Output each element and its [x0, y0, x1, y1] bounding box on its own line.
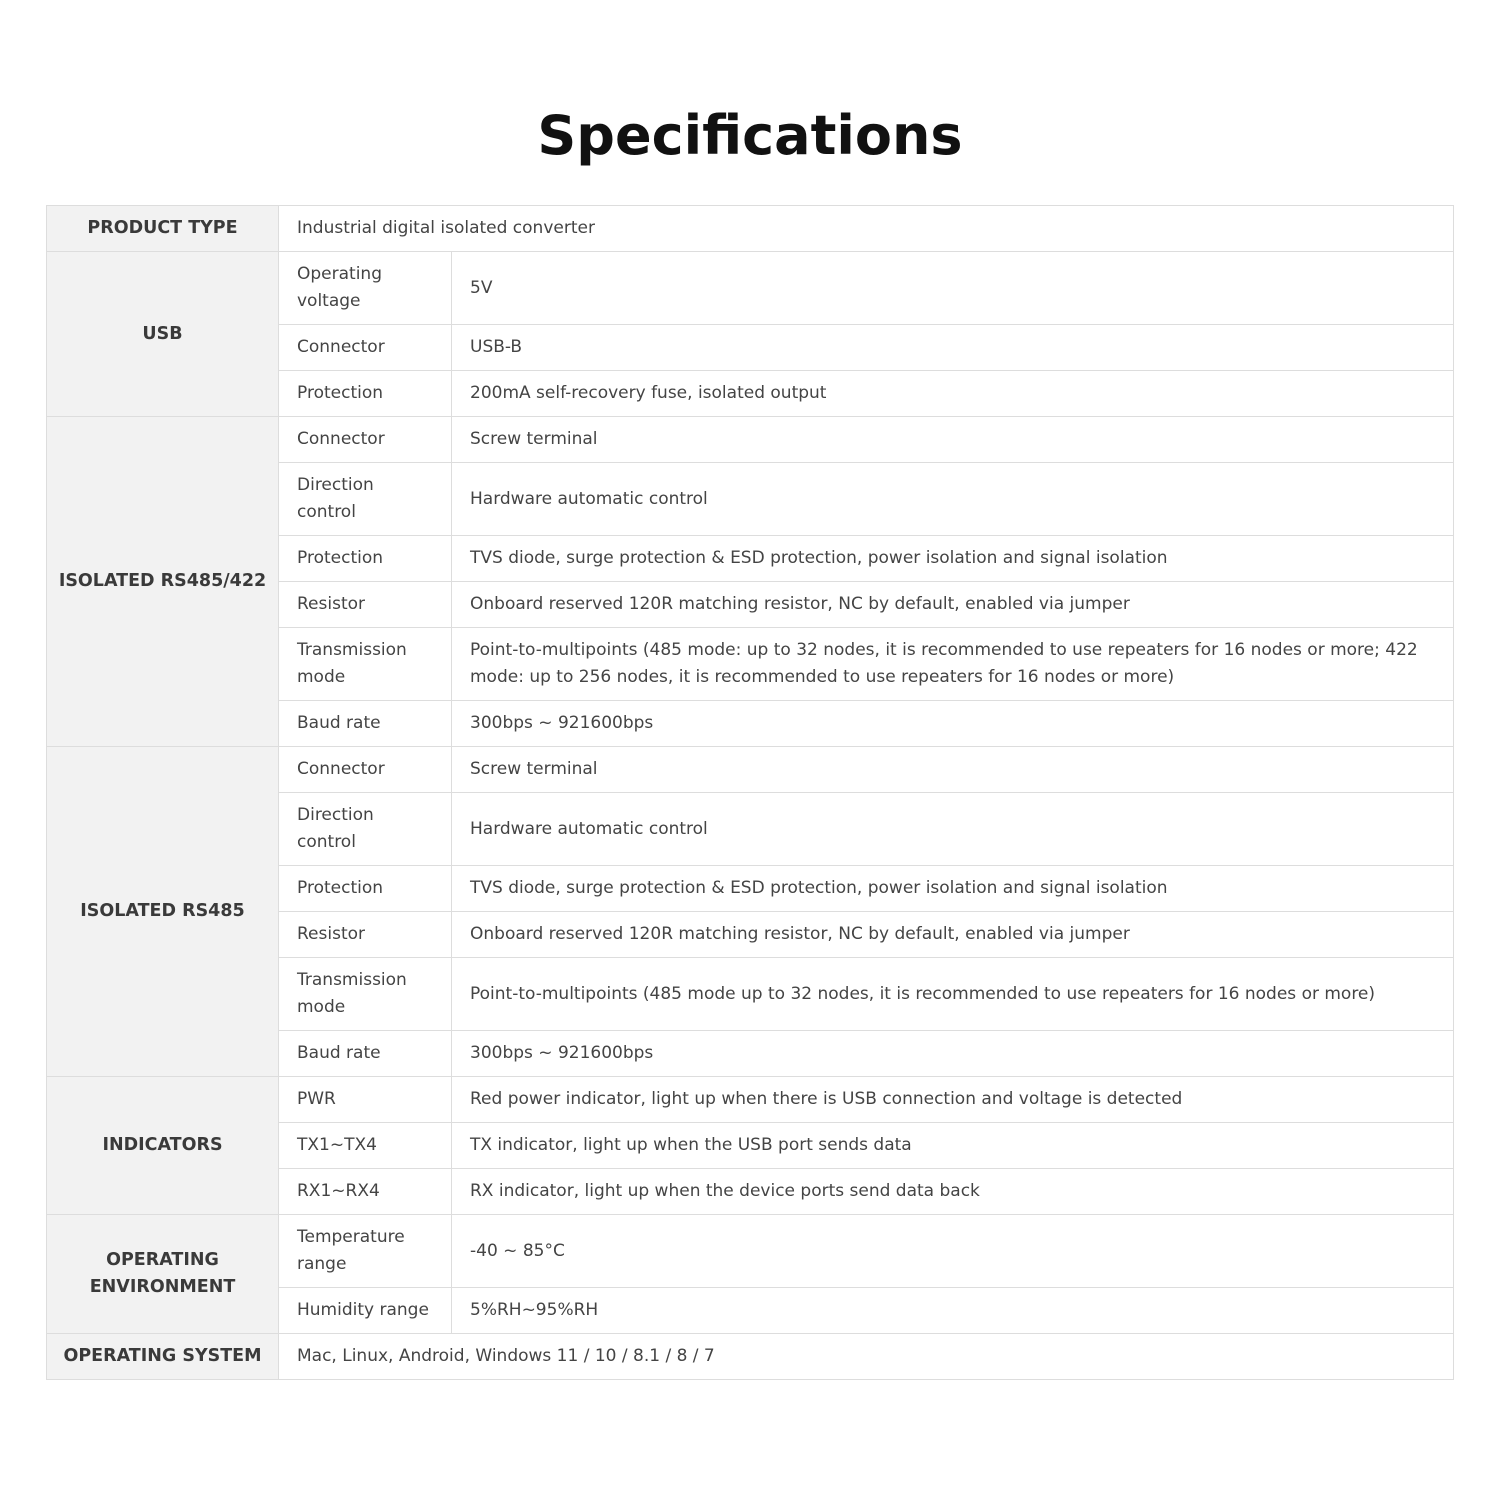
- value-cell: -40 ~ 85°C: [452, 1215, 1454, 1288]
- param-cell: Protection: [279, 866, 452, 912]
- table-row-product-type: [47, 206, 1454, 252]
- page-title: Specifications: [537, 104, 963, 167]
- value-cell: Point-to-multipoints (485 mode: up to 32 nodes, it is recommended to use repeaters for 16 nodes or more; 422 mode: up to 256 nodes, it is recommended to use repeaters for 16 nodes or more): [452, 628, 1454, 701]
- category-cell: ISOLATED RS485: [47, 747, 279, 1077]
- param-cell: Connector: [279, 747, 452, 793]
- value-cell: 5%RH~95%RH: [452, 1288, 1454, 1334]
- category-cell: OPERATING ENVIRONMENT: [47, 1215, 279, 1334]
- param-cell: Protection: [279, 371, 452, 417]
- value-cell: Hardware automatic control: [452, 793, 1454, 866]
- param-cell: Resistor: [279, 582, 452, 628]
- category-cell: OPERATING SYSTEM: [47, 1334, 279, 1380]
- table-row: [47, 747, 1454, 793]
- value-cell: Mac, Linux, Android, Windows 11 / 10 / 8.1 / 8 / 7: [279, 1334, 1454, 1380]
- param-cell: TX1~TX4: [279, 1123, 452, 1169]
- param-cell: Resistor: [279, 912, 452, 958]
- category-cell: PRODUCT TYPE: [47, 206, 279, 252]
- param-cell: PWR: [279, 1077, 452, 1123]
- specifications-table: [46, 205, 1454, 1380]
- param-cell: Direction control: [279, 463, 452, 536]
- param-cell: Baud rate: [279, 1031, 452, 1077]
- value-cell: TVS diode, surge protection & ESD protection, power isolation and signal isolation: [452, 536, 1454, 582]
- category-cell: INDICATORS: [47, 1077, 279, 1215]
- value-cell: 300bps ~ 921600bps: [452, 701, 1454, 747]
- param-cell: RX1~RX4: [279, 1169, 452, 1215]
- table-row: [47, 1077, 1454, 1123]
- param-cell: Protection: [279, 536, 452, 582]
- table-row: [47, 417, 1454, 463]
- param-cell: Temperature range: [279, 1215, 452, 1288]
- param-cell: Operating voltage: [279, 252, 452, 325]
- value-cell: Industrial digital isolated converter: [279, 206, 1454, 252]
- param-cell: Transmission mode: [279, 958, 452, 1031]
- value-cell: USB-B: [452, 325, 1454, 371]
- value-cell: Onboard reserved 120R matching resistor, NC by default, enabled via jumper: [452, 582, 1454, 628]
- value-cell: 5V: [452, 252, 1454, 325]
- value-cell: 200mA self-recovery fuse, isolated output: [452, 371, 1454, 417]
- value-cell: Screw terminal: [452, 417, 1454, 463]
- value-cell: Onboard reserved 120R matching resistor, NC by default, enabled via jumper: [452, 912, 1454, 958]
- value-cell: Red power indicator, light up when there is USB connection and voltage is detected: [452, 1077, 1454, 1123]
- category-cell: ISOLATED RS485/422: [47, 417, 279, 747]
- table-row: [47, 252, 1454, 325]
- table-row: [47, 1215, 1454, 1288]
- value-cell: 300bps ~ 921600bps: [452, 1031, 1454, 1077]
- param-cell: Connector: [279, 417, 452, 463]
- param-cell: Direction control: [279, 793, 452, 866]
- value-cell: Screw terminal: [452, 747, 1454, 793]
- value-cell: TX indicator, light up when the USB port sends data: [452, 1123, 1454, 1169]
- value-cell: TVS diode, surge protection & ESD protection, power isolation and signal isolation: [452, 866, 1454, 912]
- param-cell: Connector: [279, 325, 452, 371]
- value-cell: RX indicator, light up when the device ports send data back: [452, 1169, 1454, 1215]
- value-cell: Point-to-multipoints (485 mode up to 32 nodes, it is recommended to use repeaters for 16 nodes or more): [452, 958, 1454, 1031]
- category-cell: USB: [47, 252, 279, 417]
- table-row-operating-system: [47, 1334, 1454, 1380]
- param-cell: Transmission mode: [279, 628, 452, 701]
- param-cell: Baud rate: [279, 701, 452, 747]
- value-cell: Hardware automatic control: [452, 463, 1454, 536]
- param-cell: Humidity range: [279, 1288, 452, 1334]
